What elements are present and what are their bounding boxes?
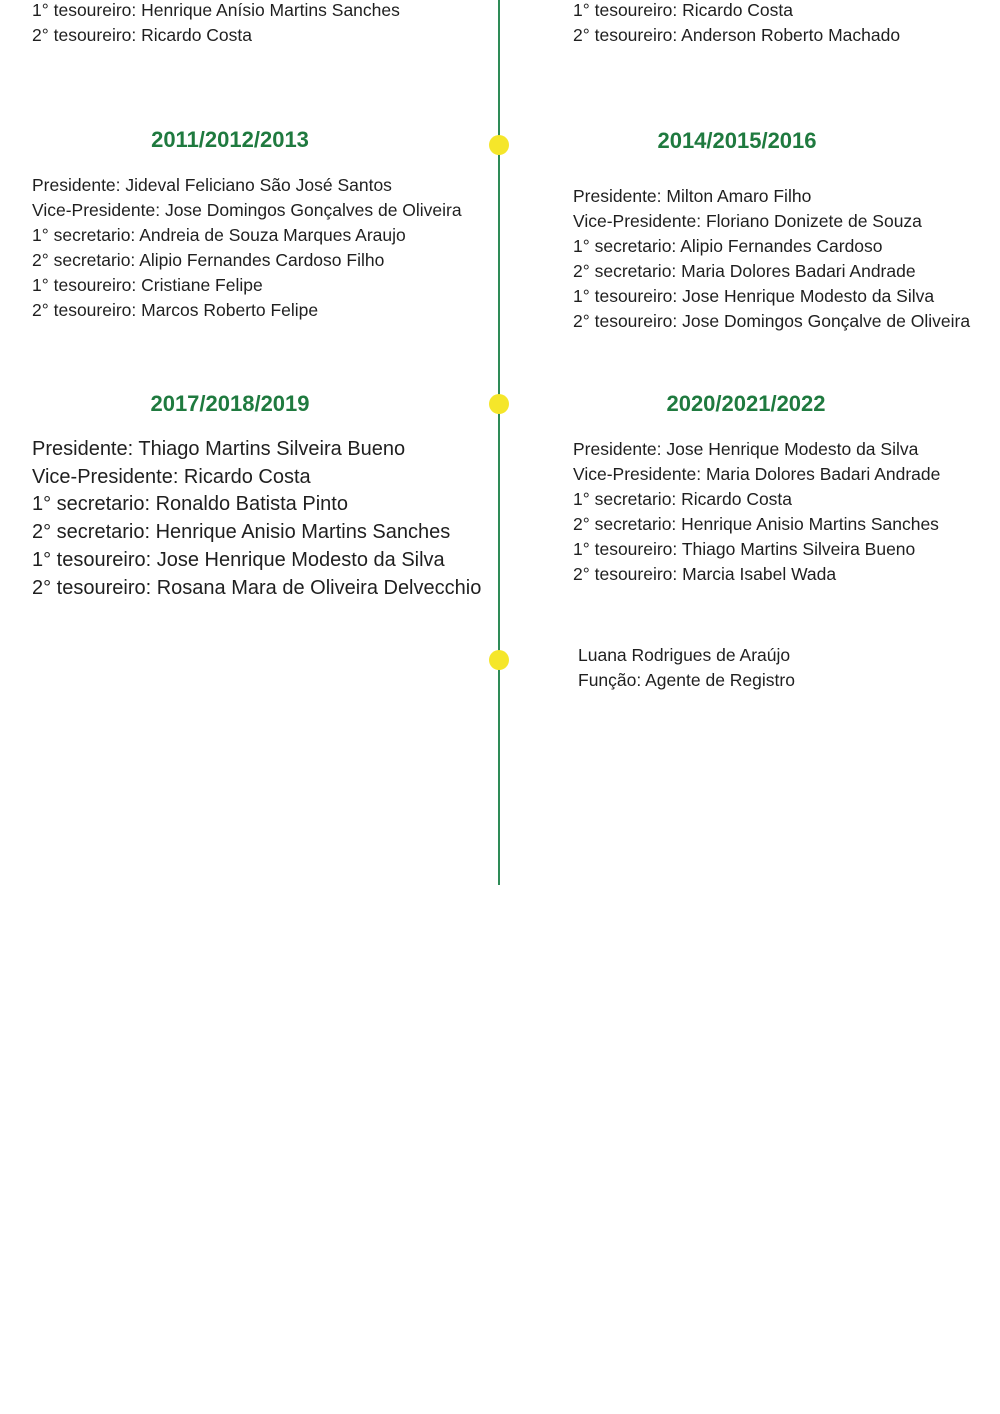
term-2011-line-3: 1° secretario: Andreia de Souza Marques Araujo — [32, 225, 406, 245]
term-2017-line-3: 1° secretario: Ronaldo Batista Pinto — [32, 493, 348, 516]
term-2020-line-6: 2° tesoureiro: Marcia Isabel Wada — [573, 564, 837, 584]
term-2011-line-4: 2° secretario: Alipio Fernandes Cardoso Filho — [32, 250, 385, 270]
term-2014-line-5: 1° tesoureiro: Jose Henrique Modesto da Silva — [573, 286, 935, 306]
term-2020-line-4: 2° secretario: Henrique Anisio Martins Sanches — [573, 514, 939, 534]
term-2011-line-2: Vice-Presidente: Jose Domingos Gonçalves de Oliveira — [32, 200, 462, 220]
registrar-role: Função: Agente de Registro — [578, 670, 795, 690]
term-2014-line-1: Presidente: Milton Amaro Filho — [573, 186, 812, 206]
year-heading-2017: 2017/2018/2019 — [150, 391, 310, 416]
top-left-line-2: 2° tesoureiro: Ricardo Costa — [32, 25, 253, 45]
registrar-name: Luana Rodrigues de Araújo — [578, 645, 791, 665]
term-block-2014 — [573, 184, 970, 334]
registrar-block — [578, 643, 795, 693]
top-right-line-2: 2° tesoureiro: Anderson Roberto Machado — [573, 25, 901, 45]
term-block-2011 — [32, 173, 462, 323]
term-block-2020 — [573, 437, 940, 587]
year-heading-2014: 2014/2015/2016 — [657, 128, 817, 153]
term-2017-line-1: Presidente: Thiago Martins Silveira Bueno — [32, 438, 406, 460]
term-2017-line-2: Vice-Presidente: Ricardo Costa — [32, 465, 311, 488]
term-2017-line-6: 2° tesoureiro: Rosana Mara de Oliveira Delvecchio — [32, 576, 482, 599]
term-2014-line-2: Vice-Presidente: Floriano Donizete de Souza — [573, 211, 922, 231]
term-2011-line-1: Presidente: Jideval Feliciano São José Santos — [32, 175, 392, 195]
term-2014-line-3: 1° secretario: Alipio Fernandes Cardoso — [573, 236, 883, 256]
term-2011-line-6: 2° tesoureiro: Marcos Roberto Felipe — [32, 300, 319, 320]
top-right-block — [573, 0, 900, 48]
term-2017-line-4: 2° secretario: Henrique Anisio Martins Sanches — [32, 521, 451, 544]
term-2020-line-2: Vice-Presidente: Maria Dolores Badari Andrade — [573, 464, 941, 484]
top-right-line-1: 1° tesoureiro: Ricardo Costa — [573, 0, 794, 20]
term-2020-line-3: 1° secretario: Ricardo Costa — [573, 489, 793, 509]
term-2014-line-6: 2° tesoureiro: Jose Domingos Gonçalve de Oliveira — [573, 311, 971, 331]
term-2020-line-1: Presidente: Jose Henrique Modesto da Silva — [573, 439, 919, 459]
term-2017-line-5: 1° tesoureiro: Jose Henrique Modesto da Silva — [32, 548, 445, 571]
year-heading-2020: 2020/2021/2022 — [666, 391, 826, 416]
timeline-dot-2011 — [489, 135, 509, 155]
year-heading-2011: 2011/2012/2013 — [151, 127, 309, 152]
timeline-dot-registrar — [489, 650, 509, 670]
timeline-line — [498, 0, 500, 885]
term-block-2017 — [32, 436, 481, 602]
term-2011-line-5: 1° tesoureiro: Cristiane Felipe — [32, 275, 263, 295]
top-left-block — [32, 0, 400, 48]
top-left-line-1: 1° tesoureiro: Henrique Anísio Martins Sanches — [32, 0, 400, 20]
term-2020-line-5: 1° tesoureiro: Thiago Martins Silveira Bueno — [573, 539, 916, 559]
timeline-dot-2017 — [489, 394, 509, 414]
term-2014-line-4: 2° secretario: Maria Dolores Badari Andrade — [573, 261, 916, 281]
